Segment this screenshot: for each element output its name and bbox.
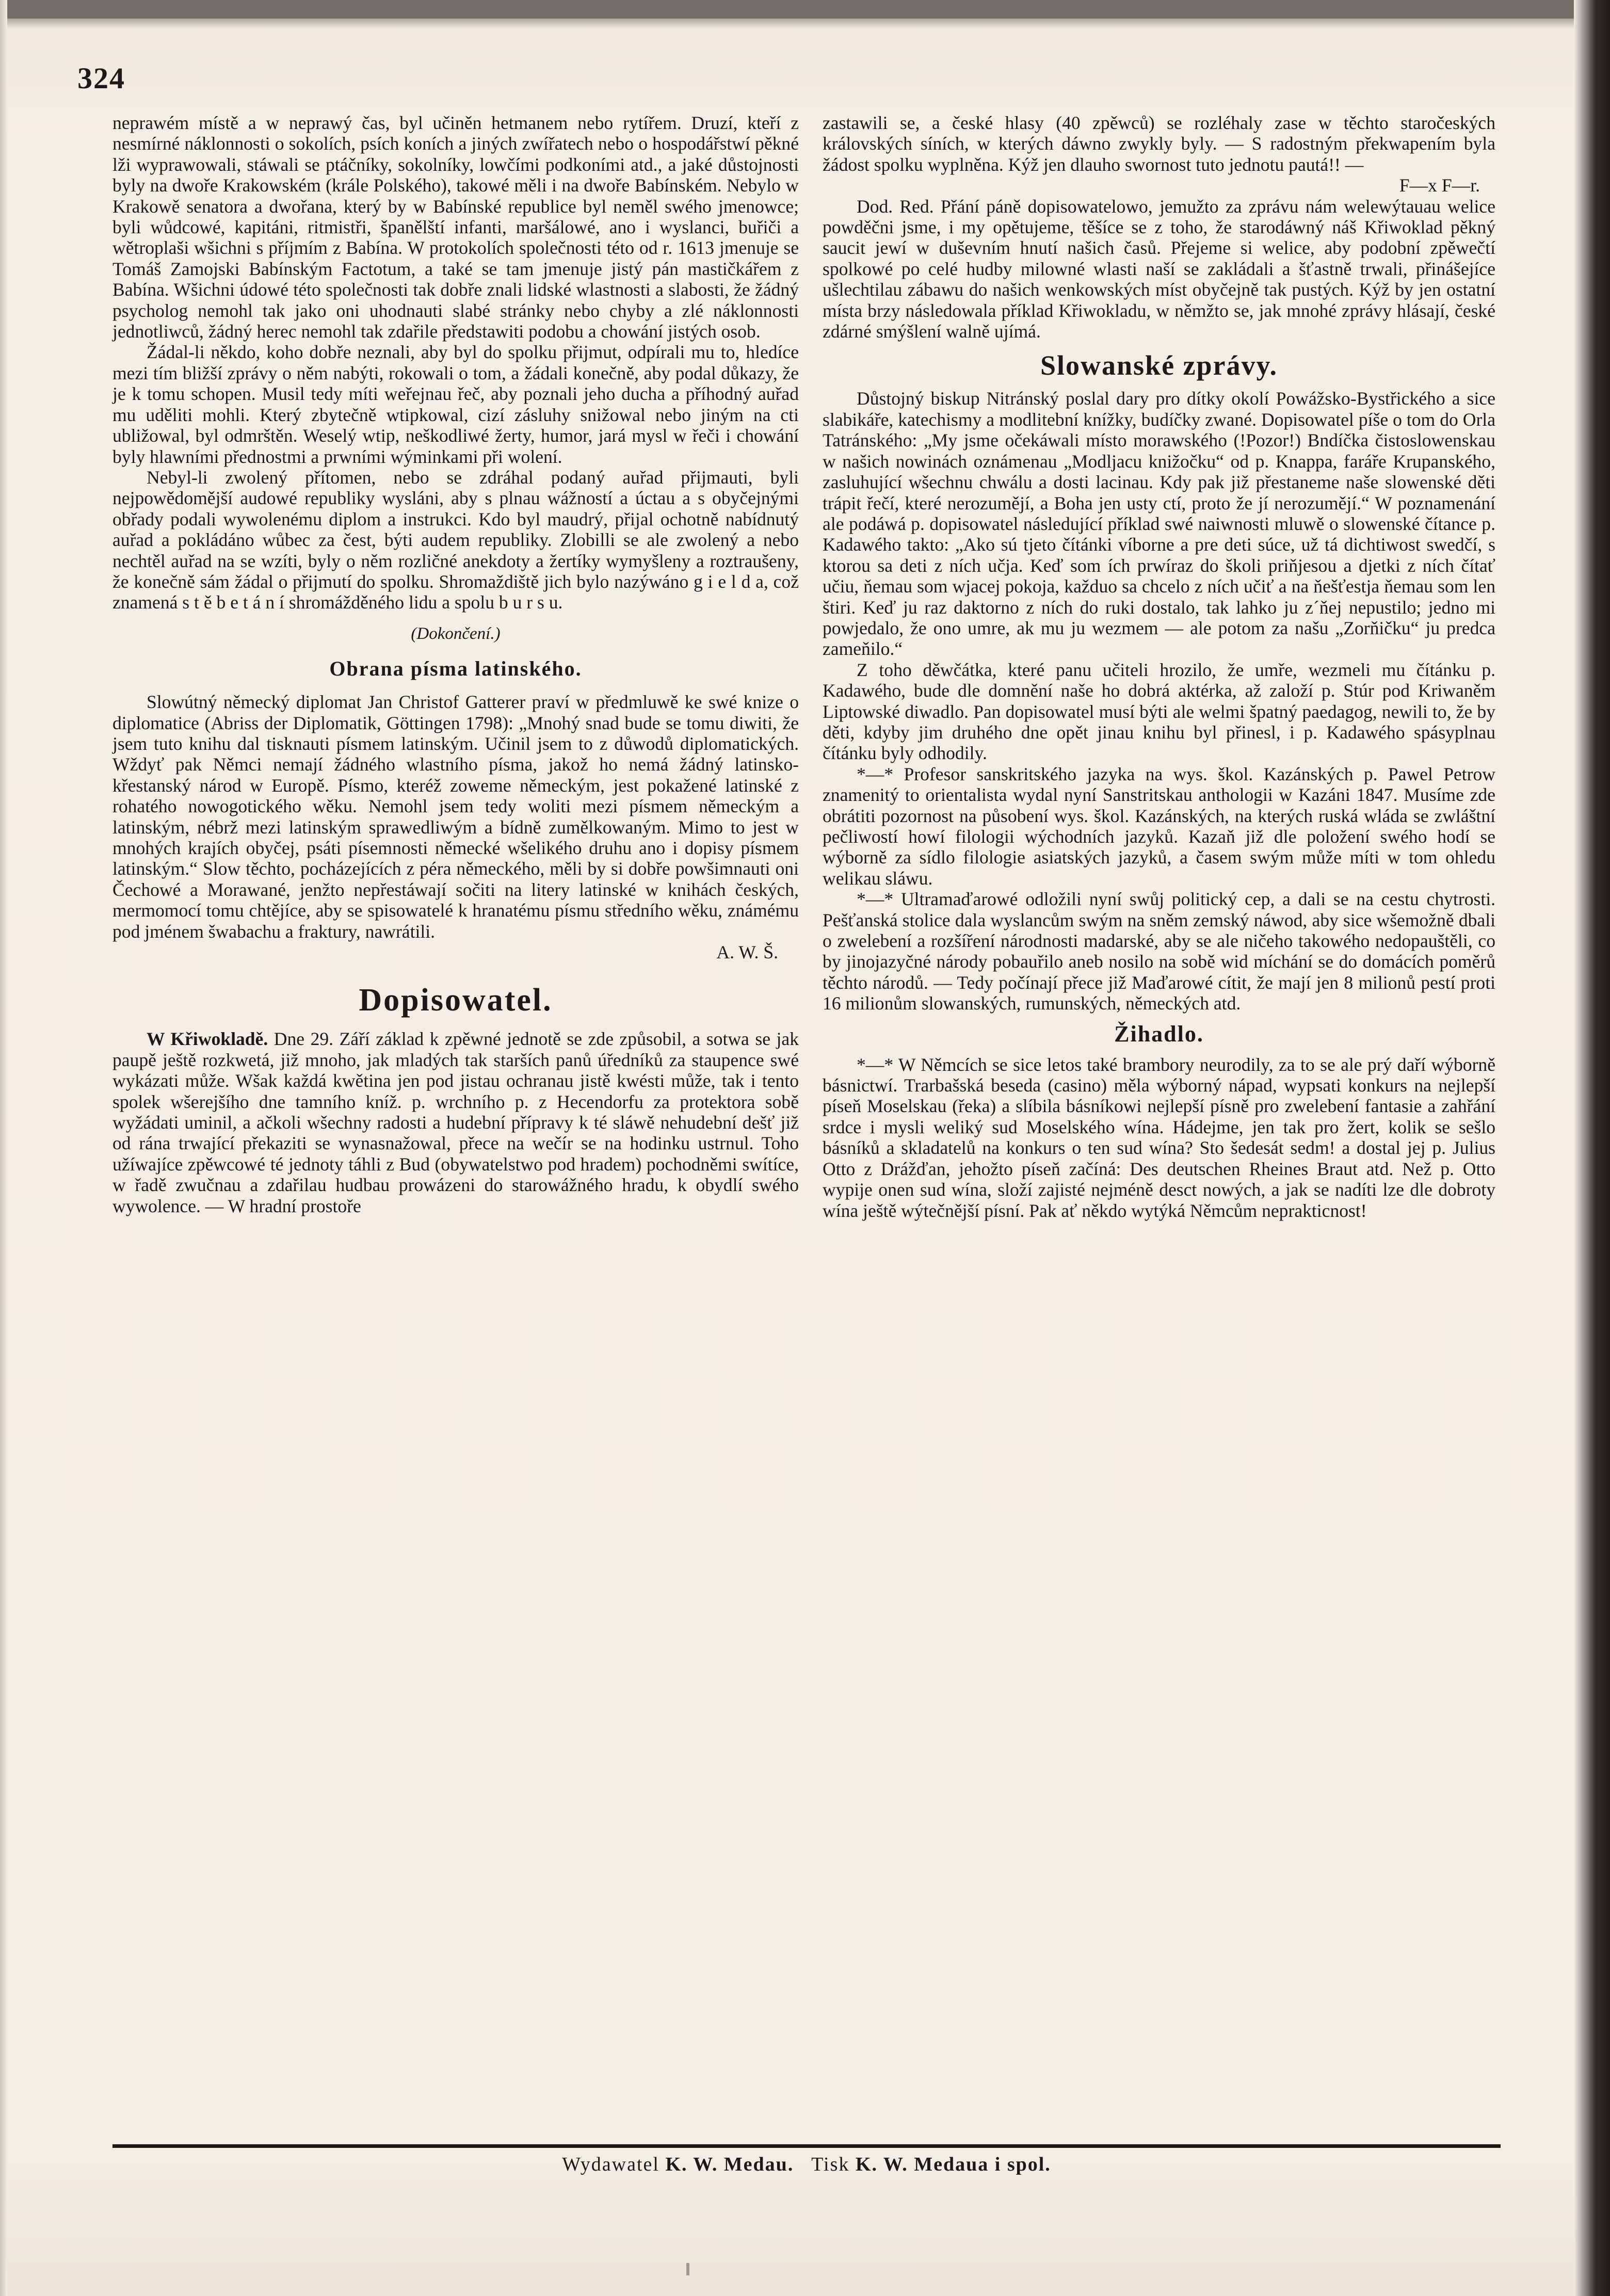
article-signature: A. W. Š. [716, 942, 778, 963]
correspondence-text: Dne 29. Září základ k zpěwné jednotě se zde způsobil, a sotwa se jak paupě ještě rozkwetá, již mnoho, jak mladých tak starších panů úředníků za staupence swé wykázati může. Wšak každá kwětina jen pod jistau ochranau jistě kwésti může, tak i tento spolek wšerejšího dne tamního kníž. p. wrchního p. z Hecendorfu za protektora sobě wyžádati uminil, a ačkoli wšechny radosti a hudební přípravy k té sláwě nehudební dešť již od rána trwající překaziti se wynasnažowal, přece na wečír se na hodinku ustrnul. Toho užíwajíce zpěwcowé té jednoty táhli z Bud (obywatelstwo pod hradem) pochodněmi swítíce, w řadě zwučnau a zdařilau hudbau prowázeni do starowážného hradu, k obydlí swého wywolence. — W hradní prostoře [112, 1029, 799, 1216]
publisher-label: Wydawatel [562, 2154, 659, 2175]
news-paragraph: *—* Profesor sanskritského jazyka na wys. škol. Kazánských p. Pawel Petrow znamenitý to orientalista wydal nyní Sanstritskau anthologii w Kazáni 1847. Musíme zde obrátiti pozornost na působení wys. škol. Kazánských, na kterých ruská wláda se zwláštní pečliwostí howí filologii wýchodních jazyků. Kazaň již dle položení swého hodí se wýborně za sídlo filologie asiatských jazyků, a časem swým může míti w tom ohledu welikau sláwu. [823, 763, 1495, 889]
scan-right-edge [1574, 0, 1610, 2296]
scan-mark [686, 2263, 689, 2275]
news-paragraph: Z toho děwčátka, které panu učiteli hrozilo, že umře, wezmeli mu čítánku p. Kadawého, bude dle domnění naše ho dobrá aktérka, až založí p. Stúr pod Kriwaněm Liptowské diwadlo. Pan dopisowatel musí býti ale welmi špatný paedagog, newili to, že by děti, kdyby jim druhého dne opět jinau knihu byl přinesl, i p. Kadawého spásyplnau čítánku byly odhodily. [823, 659, 1495, 764]
article-paragraph: Žádal-li někdo, koho dobře neznali, aby byl do spolku přijmut, odpírali mu to, hledíce mezi tím bližší zprávy o něm nabýti, rokowali o tom, a žádali konečně, aby podal důkazy, že je k tomu schopen. Musil tedy míti weřejnau řeč, aby poznali jeho ducha a příhodný auřad mu uděliti mohli. Který zbytečně wtipkowal, cizí zásluhy snižowal nebo jiným na cti ubližowal, byl odmrštěn. Weselý wtip, neškodliwé žerty, humor, jará mysl w řeči i chowání byly hlawními přednostmi a prwními wýminkami při wolení. [112, 342, 799, 467]
news-paragraph: *—* Ultramaďarowé odložili nyní swůj politický cep, a dali se na cestu chytrosti. Pešťanská stolice dala wyslancům swým na sněm zemský náwod, aby sice wšemožně dbali o zwelebení a rozšíření národnosti madarské, aby se ale ničeho takowého nedopauštěli, co by jinojazyčné národy pobauřilo aneb nosilo na sobě wid míchání se do domácích poměrů těchto národů. — Tedy počínají přece již Maďarowé cítit, že mají jen 8 milionů pestí proti 16 milionům slowanských, rumunských, německých atd. [823, 889, 1495, 1014]
correspondence-continuation: zastawili se, a české hlasy (40 zpěwců) se rozléhaly zase w těchto staročeských královských síních, w kterých dáwno zwykly byly. — S radostným překwapením byla žádost spolku wyplněna. Kýž jen dlauho swornost tuto jednotu pautá!! — [823, 113, 1495, 175]
section-heading-obrana: Obrana písma latinského. [329, 657, 582, 681]
imprint-footer [112, 2153, 1501, 2176]
correspondent-signature: F—x F—r. [1399, 175, 1480, 196]
scan-top-border [0, 0, 1610, 19]
section-heading-slowanske-zpravy: Slowanské zprávy. [1040, 350, 1278, 381]
news-paragraph: *—* W Němcích se sice letos také brambory neurodily, za to se ale prý daří wýborně básnictwí. Trarbašská beseda (casino) měla wýborný nápad, wypsati konkurs na nejlepší píseň Moselskau (řeka) a slíbila básníkowi nejlepší písně pro zwelebení fantasie a zahřání srdce i mysli weliký sud Moselského wína. Hádejme, jen tak pro žert, kolik se sešlo básníků a skladatelů na konkurs o ten sud wína? Sto šedesát sedm! a dostal jej p. Julius Otto z Drážďan, jehožto píseň začíná: Des deutschen Rheines Braut atd. Než p. Otto wypije onen sud wína, složí zajisté nejméně desct nowých, a jak se nadíti lze dle dobroty wína ještě wýtečnější písní. Pak ať někdo wytýká Němcům neprakticnost! [823, 1054, 1495, 1221]
dateline-place: W Křiwokladě. [147, 1029, 268, 1050]
footer-rule [112, 2144, 1501, 2148]
publisher-name: K. W. Medau. [665, 2154, 794, 2175]
news-paragraph: Důstojný biskup Nitránský poslal dary pro dítky okolí Powážsko-Bystřického a sice slabikáře, katechismy a modlitební knížky, budíčky zwané. Dopisowatel píše o tom do Orla Tatránského: „My jsme očekáwali místo morawského (!Pozor!) Bndíčka čistoslowenskau w našich nowinách oznámenau „Modljacu knižočku“ od p. Knappa, faráře Krupanského, zasluhující wšechnu chwálu a dosti lacinau. Kdy pak již přestaneme naše slowenské děti trápit řečí, které nerozumějí, a Boha jen usty ctí, proto že jí nerozumějí.“ W poznamenání ale podáwá p. dopisowatel následující příklad swé naiwnosti mluwě o slowenské čítance p. Kadawého takto: „Ako sú tjeto čítánki víborne a pre deti súce, už tá dichtiwost swedčí, s ktorou sa deti z ních učja. Keď som ích prwíraz do školi priňjesou a djetki z ních čítať učiu, ňemau som wjacej pokoja, každuo sa chcelo z ních učiť a na ňešťestja ňemau som len štiri. Keď ju raz daktorno z ních do ruki dostalo, tak lahko ju z´ňej nepustilo; jedno mi powjedalo, že ono umre, ak mu ju wezmem — ale potom za našu „Zorňičku“ ju predca zameňilo.“ [823, 388, 1495, 660]
section-heading-dopisowatel: Dopisowatel. [359, 983, 553, 1018]
to-be-continued-note: (Dokončení.) [411, 624, 501, 643]
section-heading-zihadlo: Žihadlo. [1114, 1021, 1204, 1047]
article-continuation-paragraph: neprawém místě a w neprawý čas, byl učiněn hetmanem nebo rytířem. Druzí, kteří z nesmírné náklonnosti o sokolích, psích koních a jiných zwířatech nebo o hospodářstwí pěkné lži wyprawowali, stáwali se ptáčníky, sokolníky, lowčími podkoními atd., a jaké důstojnosti byly na dwoře Krakowském (krále Polského), takowé měli i na dwoře Babínském. Nebylo w Krakowě senatora a dwořana, který by w Babínské republice byl neměl swého jmenowce; byli wůdcowé, kapitáni, ritmistři, španělští infanti, maršálowé, ano i wyslanci, buřiči a wětroplaši wšichni s příjmím z Babína. W protokolích společnosti této od r. 1613 jmenuje se Tomáš Zamojski Babínským Factotum, a také se tam jmenuje jistý pán mastičkářem z Babína. Wšichni údowé této společnosti tak dobře znali lidské wlastnosti a slabosti, že žádný psycholog nemohl tak jako oni uhodnauti slabé stránky nebo chyby a zlé náklonnosti jednotliwců, žádný herec nemohl tak zdařile předstawiti podobu a chowání jistých osob. [112, 113, 799, 342]
left-column [112, 113, 799, 1216]
scan-left-edge [0, 0, 7, 2296]
page-number: 324 [77, 61, 125, 95]
article-paragraph: Slowútný německý diplomat Jan Christof Gatterer praví w předmluwě ke swé knize o diplomatice (Abriss der Diplomatik, Göttingen 1798): „Mnohý snad bude se tomu diwiti, že jsem tuto knihu dal tisknauti písmem latinským. Učinil jsem to z důwodů diplomatických. Wždyť pak Němci nemají žádného wlastního písma, jakož ho nemá žádný latinsko-křestanský národ w Europě. Písmo, kteréž zoweme německým, jest pokažené latinské z rohatého nowogotického wěku. Nemohl jsem tedy woliti mezi písmem německým a latinským, nébrž mezi latinským sprawedliwým a bídně zumělkowaným. Mimo to jest w mnohých krajích obyčej, psáti písemnosti německé wšelikého druhu ano i dopisy písmem latinským.“ Slow těchto, pocházejících z péra německého, měli by si dobře powšimnauti oni Čechowé a Morawané, jenžto nepřestáwají sočiti na litery latinské w knihách českých, mermomocí tomu chtějíce, aby se spisowatelé k hranatému písmu středního wěku, známému pod jménem šwabachu a fraktury, nawrátili. [112, 692, 799, 942]
printer-name: K. W. Medaua i spol. [855, 2154, 1051, 2175]
scan-top-shadow [0, 19, 1610, 28]
printer-label: Tisk [811, 2154, 850, 2175]
editorial-note: Dod. Red. Přání páně dopisowatelowo, jemužto za zprávu nám welewýtauau welice powděčni jsme, i my opětujeme, těšíce se z toho, že starodáwný náš Křiwoklad pěkný saucit jewí w duševním hnutí našich časů. Přejeme si welice, aby podobní zpěwečtí spolkowé po celé hudby milowné wlasti naší se zakládali a šťastně trwali, přinášejíce ušlechtilau zábawu do našich wenkowských míst obyčejně tak pustých. Kýž by jen ostatní místa brzy následowala příklad Křiwokladu, w němžto se, jak mnohé zprávy hlásají, české zdárné smýšlení walně ujímá. [823, 196, 1495, 342]
correspondence-paragraph [112, 1029, 799, 1216]
article-paragraph: Nebyl-li zwolený přítomen, nebo se zdráhal podaný auřad přijmauti, byli nejpowědomější audowé republiky wysláni, aby s plnau wážností a úctau a s obyčejnými obřady podali wywolenému diplom a instrukci. Kdo byl maudrý, přijal ochotně nabídnutý auřad a pokládáno wůbec za čest, býti audem republiky. Zlobilli se ale zwolený a nebo nechtěl auřad na se wzíti, byly o něm rozličné anekdoty a žertíky wymyšleny a roztraušeny, že konečně sám žádal o přijmutí do spolku. Shromaždiště jich bylo nazýwáno g i e l d a, což znamená s t ě b e t á n í shromážděného lidu a spolu b u r s u. [112, 467, 799, 613]
right-column [823, 113, 1495, 1221]
